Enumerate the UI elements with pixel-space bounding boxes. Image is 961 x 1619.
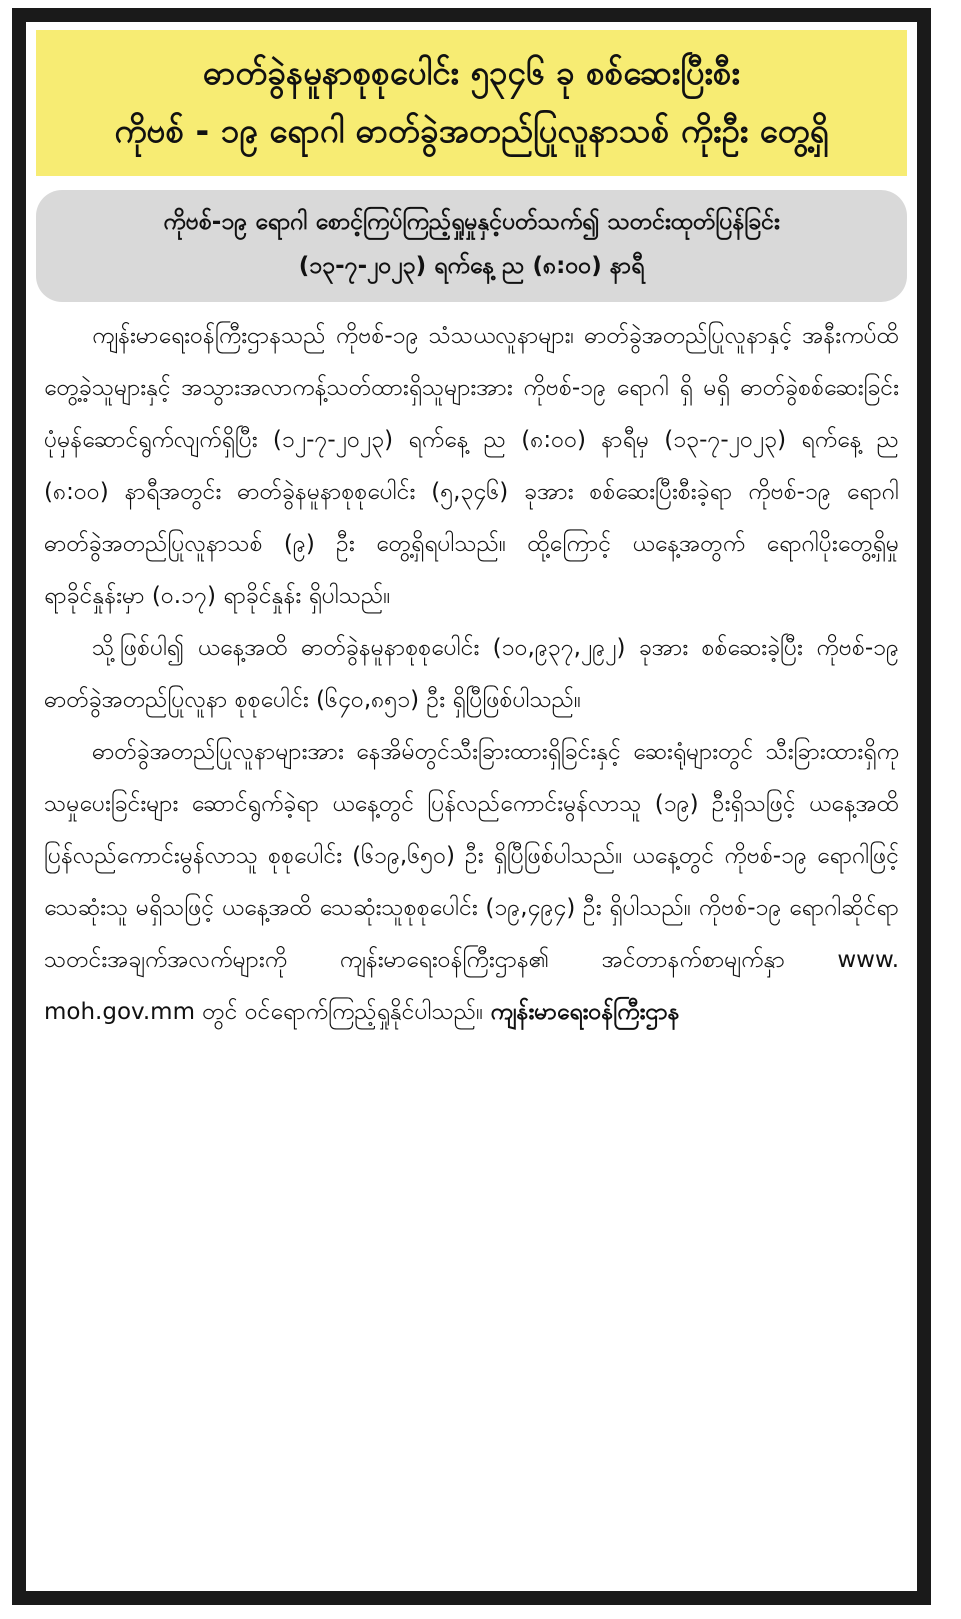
- headline-box: [36, 30, 907, 176]
- paragraph-3: [44, 726, 899, 1038]
- banner-title: ကိုဗစ်-၁၉ ရောဂါ စောင့်ကြပ်ကြည့်ရှုမှုနှင့်ပတ်သက်၍ သတင်းထုတ်ပြန်ခြင်း: [163, 209, 780, 235]
- paragraph-2: သို့ဖြစ်ပါ၍ ယနေ့အထိ ဓာတ်ခွဲနမူနာစုစုပေါင်း (၁၀,၉၃၇,၂၉၂) ခုအား စစ်ဆေးခဲ့ပြီး ကိုဗစ်-၁၉ ဓာတ်ခွဲအတည်ပြုလူနာ စုစုပေါင်း (၆၄၀,၈၅၁) ဦး ရှိပြီဖြစ်ပါသည်။: [44, 635, 899, 713]
- subtitle-banner: [36, 190, 907, 302]
- signature: ကျန်းမာရေးဝန်ကြီးဌာန: [490, 999, 680, 1025]
- paragraph-3-text: ဓာတ်ခွဲအတည်ပြုလူနာများအား နေအိမ်တွင်သီးခြားထားရှိခြင်းနှင့် ဆေးရုံများတွင် သီးခြားထားရှိကုသမှုပေးခြင်းများ ဆောင်ရွက်ခဲ့ရာ ယနေ့တွင် ပြန်လည်ကောင်းမွန်လာသူ (၁၉) ဦးရှိသဖြင့် ယနေ့အထိ ပြန်လည်ကောင်းမွန်လာသူ စုစုပေါင်း (၆၁၉,၆၅၀) ဦး ရှိပြီဖြစ်ပါသည်။ ယနေ့တွင် ကိုဗစ်-၁၉ ရောဂါဖြင့် သေဆုံးသူ မရှိသဖြင့် ယနေ့အထိ သေဆုံးသူစုစုပေါင်း (၁၉,၄၉၄) ဦး ရှိပါသည်။ ကိုဗစ်-၁၉ ရောဂါဆိုင်ရာ သတင်းအချက်အလက်များကို ကျန်းမာရေးဝန်ကြီးဌာန၏ အင်တာနက်စာမျက်နှာ: [44, 739, 899, 973]
- headline-line-2: ကိုဗစ် - ၁၉ ရောဂါ ဓာတ်ခွဲအတည်ပြုလူနာသစ် ကိုးဦး တွေ့ရှိ: [114, 111, 829, 150]
- banner-date: (၁၃-၇-၂၀၂၃) ရက်နေ့ ည (၈:၀၀) နာရီ: [298, 253, 645, 279]
- paragraph-1: ကျန်းမာရေးဝန်ကြီးဌာနသည် ကိုဗစ်-၁၉ သံသယလူနာများ၊ ဓာတ်ခွဲအတည်ပြုလူနာနှင့် အနီးကပ်ထိတွေ့ခဲ့သူများနှင့် အသွားအလာကန့်သတ်ထားရှိသူများအား ကိုဗစ်-၁၉ ရောဂါ ရှိ မရှိ ဓာတ်ခွဲစစ်ဆေးခြင်း ပုံမှန်ဆောင်ရွက်လျက်ရှိပြီး (၁၂-၇-၂၀၂၃) ရက်နေ့ ည (၈:၀၀) နာရီမှ (၁၃-၇-၂၀၂၃) ရက်နေ့ ည (၈:၀၀) နာရီအတွင်း ဓာတ်ခွဲနမူနာစုစုပေါင်း (၅,၃၄၆) ခုအား စစ်ဆေးပြီးစီးခဲ့ရာ ကိုဗစ်-၁၉ ရောဂါ ဓာတ်ခွဲအတည်ပြုလူနာသစ် (၉) ဦး တွေ့ရှိရပါသည်။ ထို့ကြောင့် ယနေ့အတွက် ရောဂါပိုးတွေ့ရှိမှု ရာခိုင်နှုန်းမှာ (၀.၁၇) ရာခိုင်နှုန်း ရှိပါသည်။: [44, 323, 899, 609]
- announcement-content: [36, 30, 907, 1583]
- headline-line-1: ဓာတ်ခွဲနမူနာစုစုပေါင်း ၅၃၄၆ ခု စစ်ဆေးပြီးစီး: [203, 53, 740, 92]
- announcement-frame: [12, 8, 931, 1605]
- article-body: [36, 310, 907, 1038]
- paragraph-3-end: တွင် ဝင်ရောက်ကြည့်ရှုနိုင်ပါသည်။: [202, 999, 484, 1025]
- website-url: www. moh.gov.mm: [44, 947, 900, 1025]
